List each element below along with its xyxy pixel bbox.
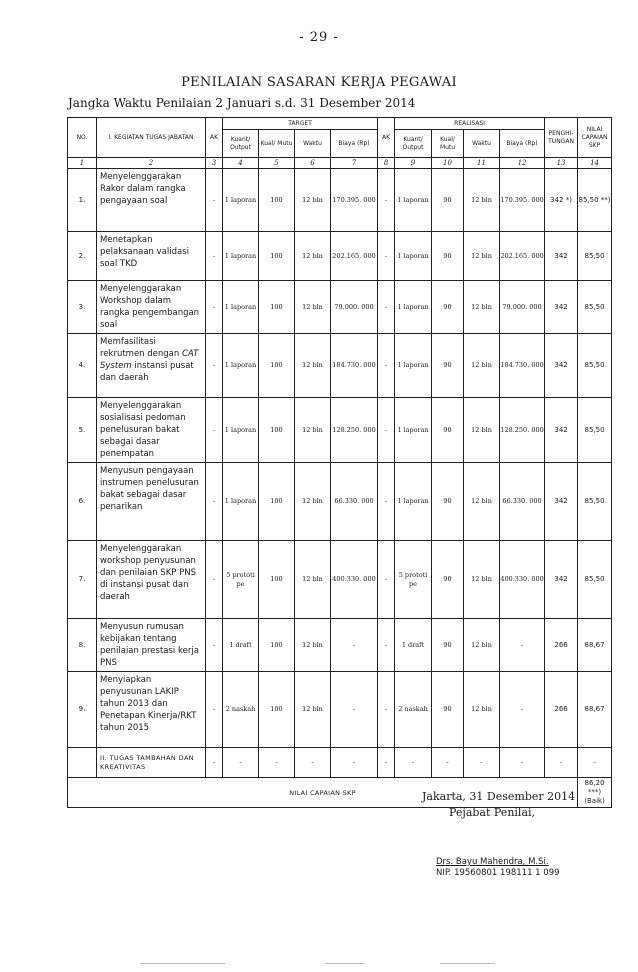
row-realisasi-biaya: - <box>500 619 545 672</box>
row-target-waktu: 12 bln <box>295 672 331 748</box>
sign-place-date: Jakarta, 31 Desember 2014 <box>422 790 576 803</box>
row-penghitungan: 266 <box>545 619 578 672</box>
row-activity: Menyiapkan penyusunan LAKIP tahun 2013 dan Penetapan Kinerja/RKT tahun 2015 <box>97 672 206 748</box>
column-number: 10 <box>432 158 464 169</box>
row-realisasi-kual: 90 <box>432 541 464 619</box>
header-realisasi-kuant: Kuant/ Output <box>395 130 432 158</box>
row-nilai: 85,50 <box>578 281 612 334</box>
row-realisasi-biaya: 79.000. 000 <box>500 281 545 334</box>
header-ak: AK <box>206 118 223 158</box>
row-realisasi-ak: - <box>378 281 395 334</box>
row-activity-text: Memfasilitasi rekrutmen dengan <box>100 337 182 359</box>
row-realisasi-biaya: 128.250. 000 <box>500 398 545 463</box>
row-ak: - <box>206 541 223 619</box>
row-no: 2. <box>68 232 97 281</box>
row-target-kuant: 5 prototi pe <box>223 541 259 619</box>
table-row <box>68 334 612 398</box>
row-target-waktu: 12 bln <box>295 232 331 281</box>
header-target: TARGET <box>223 118 378 130</box>
table-row <box>68 281 612 334</box>
row-penghitungan: 342 <box>545 232 578 281</box>
row-target-kuant: 1 laporan <box>223 334 259 398</box>
row-nilai: 85,50 <box>578 398 612 463</box>
tambahan-row <box>68 748 612 778</box>
row-ak: - <box>206 334 223 398</box>
row-target-waktu: 12 bln <box>295 334 331 398</box>
row-activity: Menetapkan pelaksanaan validasi soal TKD <box>97 232 206 281</box>
row-target-kual: 100 <box>259 232 295 281</box>
row-no: 5. <box>68 398 97 463</box>
row-realisasi-waktu: 12 bln <box>464 334 500 398</box>
row-realisasi-waktu: 12 bln <box>464 281 500 334</box>
sign-role: Pejabat Penilai, <box>449 806 536 819</box>
header-nilai: NILAI CAPAIAN SKP <box>578 118 612 158</box>
column-number: 5 <box>259 158 295 169</box>
column-number: 12 <box>500 158 545 169</box>
row-target-kual: 100 <box>259 619 295 672</box>
row-realisasi-kuant: 1 laporan <box>395 232 432 281</box>
row-no: 3. <box>68 281 97 334</box>
tambahan-dash: - <box>578 748 612 778</box>
summary-grade: (Baik) <box>584 797 605 805</box>
row-target-waktu: 12 bln <box>295 463 331 541</box>
column-number: 3 <box>206 158 223 169</box>
tambahan-dash: - <box>545 748 578 778</box>
row-activity <box>97 334 206 398</box>
row-activity: Menyelenggarakan Workshop dalam rangka pengembangan soal <box>97 281 206 334</box>
row-ak: - <box>206 463 223 541</box>
row-target-kuant: 1 laporan <box>223 281 259 334</box>
row-realisasi-kual: 90 <box>432 619 464 672</box>
row-realisasi-kual: 90 <box>432 398 464 463</box>
skp-table <box>67 117 612 808</box>
signer-name: Drs. Bayu Mahendra, M.Si. <box>436 857 549 867</box>
signer-nip: NIP. 19560801 198111 1 099 <box>436 868 560 878</box>
row-target-waktu: 12 bln <box>295 619 331 672</box>
header-target-waktu: Waktu <box>295 130 331 158</box>
row-nilai: 85,50 <box>578 541 612 619</box>
row-realisasi-waktu: 12 bln <box>464 169 500 232</box>
summary-label: NILAI CAPAIAN SKP <box>68 778 578 808</box>
row-target-kuant: 1 laporan <box>223 398 259 463</box>
row-target-waktu: 12 bln <box>295 541 331 619</box>
row-penghitungan: 342 *) <box>545 169 578 232</box>
row-no: 4. <box>68 334 97 398</box>
row-target-biaya: 170.395. 000 <box>331 169 378 232</box>
column-number: 7 <box>331 158 378 169</box>
row-realisasi-kuant: 1 laporan <box>395 398 432 463</box>
row-realisasi-kual: 90 <box>432 232 464 281</box>
footer-rule <box>140 963 225 964</box>
row-realisasi-biaya: 184.730. 000 <box>500 334 545 398</box>
column-number: 2 <box>97 158 206 169</box>
row-nilai: 85,50 <box>578 463 612 541</box>
column-number: 14 <box>578 158 612 169</box>
row-realisasi-ak: - <box>378 619 395 672</box>
header-target-kual: Kual/ Mutu <box>259 130 295 158</box>
tambahan-dash: - <box>223 748 259 778</box>
summary-score: 86,20 ***) <box>584 779 605 796</box>
column-number: 9 <box>395 158 432 169</box>
header-ak-realisasi: AK <box>378 118 395 158</box>
row-no: 7. <box>68 541 97 619</box>
row-target-kual: 100 <box>259 541 295 619</box>
row-activity-text: instansi pusat dan daerah <box>100 361 194 383</box>
row-penghitungan: 266 <box>545 672 578 748</box>
row-target-biaya: 128.250. 000 <box>331 398 378 463</box>
row-realisasi-biaya: - <box>500 672 545 748</box>
row-realisasi-kual: 90 <box>432 334 464 398</box>
column-number: 8 <box>378 158 395 169</box>
tambahan-dash: - <box>206 748 223 778</box>
row-activity: Menyusun pengayaan instrumen penelusuran bakat sebagai dasar penarikan <box>97 463 206 541</box>
row-target-biaya: 202.165. 000 <box>331 232 378 281</box>
row-realisasi-kuant: 1 laporan <box>395 281 432 334</box>
row-target-biaya: - <box>331 672 378 748</box>
row-target-waktu: 12 bln <box>295 169 331 232</box>
row-nilai: 88,67 <box>578 672 612 748</box>
column-number: 4 <box>223 158 259 169</box>
table-row <box>68 398 612 463</box>
tambahan-dash: - <box>464 748 500 778</box>
row-target-kual: 100 <box>259 672 295 748</box>
row-realisasi-waktu: 12 bln <box>464 398 500 463</box>
row-target-kuant: 1 draft <box>223 619 259 672</box>
row-no: 6. <box>68 463 97 541</box>
row-activity: Menyelenggarakan sosialisasi pedoman penelusuran bakat sebagai dasar penempatan <box>97 398 206 463</box>
header-realisasi-kual: Kual/ Mutu <box>432 130 464 158</box>
header-target-kuant: Kuant/ Output <box>223 130 259 158</box>
header-realisasi: REALISASI <box>395 118 545 130</box>
row-realisasi-ak: - <box>378 541 395 619</box>
row-penghitungan: 342 <box>545 281 578 334</box>
document-title: PENILAIAN SASARAN KERJA PEGAWAI <box>181 75 457 90</box>
row-ak: - <box>206 619 223 672</box>
table-row <box>68 541 612 619</box>
tambahan-label: II. TUGAS TAMBAHAN DAN KREATIVITAS <box>97 748 206 778</box>
row-activity: Menyusun rumusan kebijakan tentang penilaian prestasi kerja PNS <box>97 619 206 672</box>
header-realisasi-waktu: Waktu <box>464 130 500 158</box>
footer-rule <box>325 963 365 964</box>
header-realisasi-biaya: Biaya (Rp) <box>500 130 545 158</box>
row-no: 8. <box>68 619 97 672</box>
row-penghitungan: 342 <box>545 334 578 398</box>
row-realisasi-ak: - <box>378 672 395 748</box>
row-realisasi-kuant: 1 laporan <box>395 334 432 398</box>
row-penghitungan: 342 <box>545 463 578 541</box>
row-nilai: 85,50 <box>578 334 612 398</box>
row-target-kual: 100 <box>259 398 295 463</box>
row-target-kuant: 1 laporan <box>223 169 259 232</box>
row-realisasi-kuant: 1 laporan <box>395 463 432 541</box>
header-no: NO. <box>68 118 97 158</box>
row-realisasi-biaya: 66.330. 000 <box>500 463 545 541</box>
row-target-biaya: 184.730. 000 <box>331 334 378 398</box>
tambahan-dash: - <box>395 748 432 778</box>
row-realisasi-waktu: 12 bln <box>464 541 500 619</box>
column-number: 1 <box>68 158 97 169</box>
row-realisasi-kual: 90 <box>432 169 464 232</box>
page-number: - 29 - <box>299 30 339 45</box>
row-realisasi-ak: - <box>378 334 395 398</box>
row-nilai: 85,50 <box>578 232 612 281</box>
tambahan-dash: - <box>295 748 331 778</box>
header-kegiatan: I. KEGIATAN TUGAS JABATAN <box>97 118 206 158</box>
row-realisasi-waktu: 12 bln <box>464 672 500 748</box>
row-target-biaya: - <box>331 619 378 672</box>
row-realisasi-kuant: 2 naskah <box>395 672 432 748</box>
column-number: 11 <box>464 158 500 169</box>
footer-rule <box>440 963 495 964</box>
tambahan-dash: - <box>500 748 545 778</box>
table-row <box>68 672 612 748</box>
row-realisasi-waktu: 12 bln <box>464 619 500 672</box>
row-realisasi-biaya: 170.395. 000 <box>500 169 545 232</box>
row-no: 1. <box>68 169 97 232</box>
row-target-waktu: 12 bln <box>295 281 331 334</box>
row-target-kuant: 1 laporan <box>223 232 259 281</box>
table-row <box>68 169 612 232</box>
column-number: 6 <box>295 158 331 169</box>
row-ak: - <box>206 281 223 334</box>
row-realisasi-kuant: 1 draft <box>395 619 432 672</box>
row-nilai: 88,67 <box>578 619 612 672</box>
row-realisasi-ak: - <box>378 232 395 281</box>
row-nilai: 85,50 **) <box>578 169 612 232</box>
tambahan-dash: - <box>331 748 378 778</box>
row-target-kuant: 2 naskah <box>223 672 259 748</box>
row-ak: - <box>206 232 223 281</box>
row-realisasi-biaya: 202.165. 000 <box>500 232 545 281</box>
row-realisasi-biaya: 400.330. 000 <box>500 541 545 619</box>
table-row <box>68 619 612 672</box>
row-activity: Menyelenggarakan workshop penyusunan dan penilaian SKP PNS di instansi pusat dan daerah <box>97 541 206 619</box>
table-row <box>68 463 612 541</box>
row-target-kual: 100 <box>259 281 295 334</box>
column-number: 13 <box>545 158 578 169</box>
summary-value <box>578 778 612 808</box>
row-target-kual: 100 <box>259 169 295 232</box>
row-target-waktu: 12 bln <box>295 398 331 463</box>
header-penghitungan: PENGHI-TUNGAN <box>545 118 578 158</box>
row-target-kual: 100 <box>259 334 295 398</box>
row-realisasi-waktu: 12 bln <box>464 232 500 281</box>
row-target-biaya: 400.330. 000 <box>331 541 378 619</box>
row-penghitungan: 342 <box>545 398 578 463</box>
row-realisasi-kuant: 5 prototi pe <box>395 541 432 619</box>
header-target-biaya: Biaya (Rp) <box>331 130 378 158</box>
row-target-kuant: 1 laporan <box>223 463 259 541</box>
row-realisasi-ak: - <box>378 169 395 232</box>
row-target-biaya: 79.000. 000 <box>331 281 378 334</box>
assessment-period: Jangka Waktu Penilaian 2 Januari s.d. 31 Desember 2014 <box>68 96 416 110</box>
row-realisasi-ak: - <box>378 463 395 541</box>
row-realisasi-ak: - <box>378 398 395 463</box>
table-row <box>68 232 612 281</box>
row-activity-italic: CAT System <box>100 349 199 371</box>
row-no: 9. <box>68 672 97 748</box>
row-ak: - <box>206 672 223 748</box>
row-realisasi-kual: 90 <box>432 281 464 334</box>
row-activity: Menyelenggarakan Rakor dalam rangka pengayaan soal <box>97 169 206 232</box>
row-ak: - <box>206 398 223 463</box>
row-realisasi-kuant: 1 laporan <box>395 169 432 232</box>
row-realisasi-kual: 90 <box>432 463 464 541</box>
tambahan-dash: - <box>432 748 464 778</box>
tambahan-dash: - <box>259 748 295 778</box>
row-target-biaya: 66.330. 000 <box>331 463 378 541</box>
tambahan-dash: - <box>378 748 395 778</box>
row-penghitungan: 342 <box>545 541 578 619</box>
column-number-row <box>68 158 612 169</box>
row-target-kual: 100 <box>259 463 295 541</box>
row-realisasi-kual: 90 <box>432 672 464 748</box>
row-ak: - <box>206 169 223 232</box>
row-realisasi-waktu: 12 bln <box>464 463 500 541</box>
